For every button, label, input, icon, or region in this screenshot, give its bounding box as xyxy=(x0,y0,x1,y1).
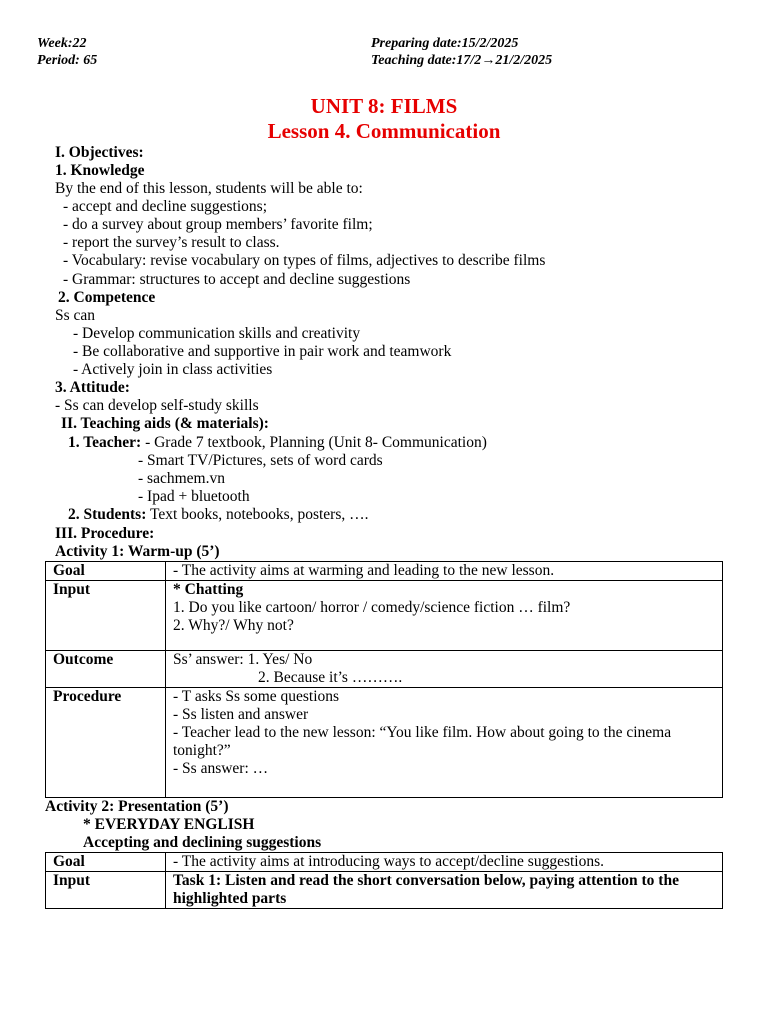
arrow-right-icon: → xyxy=(481,53,496,68)
input-text: Task 1: Listen and read the short conversation below, paying attention to the highlighted parts xyxy=(166,872,723,909)
procedure-cell xyxy=(166,688,723,798)
procedure-line: - Teacher lead to the new lesson: “You like film. How about going to the cinema tonight?” xyxy=(173,724,672,759)
competence-intro: Ss can xyxy=(55,307,96,324)
objectives-heading: I. Objectives: xyxy=(55,144,144,161)
goal-label: Goal xyxy=(46,853,166,872)
teacher-label: 1. Teacher: xyxy=(68,434,142,451)
knowledge-heading: 1. Knowledge xyxy=(55,162,145,179)
attitude-heading: 3. Attitude: xyxy=(55,379,130,396)
lesson-title: Lesson 4. Communication xyxy=(267,119,501,143)
competence-heading: 2. Competence xyxy=(58,289,156,306)
knowledge-item: - Grammar: structures to accept and decline suggestions xyxy=(63,271,411,288)
procedure-line: - T asks Ss some questions xyxy=(173,688,340,705)
knowledge-intro: By the end of this lesson, students will be able to: xyxy=(55,180,363,197)
input-line: 1. Do you like cartoon/ horror / comedy/science fiction … film? xyxy=(173,599,571,616)
teaching-date xyxy=(371,52,552,70)
competence-item: - Develop communication skills and creativity xyxy=(73,325,361,342)
period-label: Period: 65 xyxy=(37,53,98,68)
outcome-label: Outcome xyxy=(46,651,166,688)
accepting-declining-heading: Accepting and declining suggestions xyxy=(83,834,322,851)
goal-label: Goal xyxy=(46,562,166,581)
preparing-date: Preparing date:15/2/2025 xyxy=(371,36,519,51)
table-row xyxy=(46,872,723,909)
input-cell xyxy=(166,581,723,651)
activity2-table xyxy=(45,852,723,909)
everyday-english-heading: * EVERYDAY ENGLISH xyxy=(83,816,255,833)
procedure-line: - Ss listen and answer xyxy=(173,706,309,723)
teaching-date-end: 21/2/2025 xyxy=(495,53,553,68)
procedure-line: - Ss answer: … xyxy=(173,760,269,777)
input-title: * Chatting xyxy=(173,581,244,598)
week-label: Week:22 xyxy=(37,36,87,51)
knowledge-item: - do a survey about group members’ favorite film; xyxy=(63,216,373,233)
input-line: 2. Why?/ Why not? xyxy=(173,617,294,634)
goal-text: - The activity aims at introducing ways to accept/decline suggestions. xyxy=(166,853,723,872)
teacher-aids xyxy=(68,434,487,452)
knowledge-item: - accept and decline suggestions; xyxy=(63,198,268,215)
outcome-line: Ss’ answer: 1. Yes/ No xyxy=(173,651,313,668)
outcome-line: 2. Because it’s ………. xyxy=(258,669,403,686)
table-row xyxy=(46,581,723,651)
unit-title: UNIT 8: FILMS xyxy=(310,94,458,118)
procedure-heading: III. Procedure: xyxy=(55,525,155,542)
goal-text: - The activity aims at warming and leading to the new lesson. xyxy=(166,562,723,581)
table-row xyxy=(46,688,723,798)
teacher-item: - Grade 7 textbook, Planning (Unit 8- Communication) xyxy=(145,434,487,451)
activity1-table xyxy=(45,561,723,798)
teaching-aids-heading: II. Teaching aids (& materials): xyxy=(61,415,269,432)
competence-item: - Be collaborative and supportive in pair work and teamwork xyxy=(73,343,452,360)
competence-item: - Actively join in class activities xyxy=(73,361,273,378)
outcome-cell xyxy=(166,651,723,688)
students-text: Text books, notebooks, posters, …. xyxy=(150,506,369,523)
knowledge-item: - Vocabulary: revise vocabulary on types of films, adjectives to describe films xyxy=(63,252,546,269)
table-row xyxy=(46,853,723,872)
students-label: 2. Students: xyxy=(68,506,147,523)
procedure-label: Procedure xyxy=(46,688,166,798)
table-row xyxy=(46,562,723,581)
teacher-item: - Ipad + bluetooth xyxy=(138,488,250,505)
table-row xyxy=(46,651,723,688)
teacher-item: - Smart TV/Pictures, sets of word cards xyxy=(138,452,383,469)
input-label: Input xyxy=(46,872,166,909)
teacher-item: - sachmem.vn xyxy=(138,470,225,487)
input-label: Input xyxy=(46,581,166,651)
teaching-date-start: Teaching date:17/2 xyxy=(371,53,482,68)
students-aids xyxy=(68,506,368,524)
activity1-heading: Activity 1: Warm-up (5’) xyxy=(55,543,220,560)
activity2-heading: Activity 2: Presentation (5’) xyxy=(45,798,229,815)
attitude-item: - Ss can develop self-study skills xyxy=(55,397,259,414)
knowledge-item: - report the survey’s result to class. xyxy=(63,234,280,251)
